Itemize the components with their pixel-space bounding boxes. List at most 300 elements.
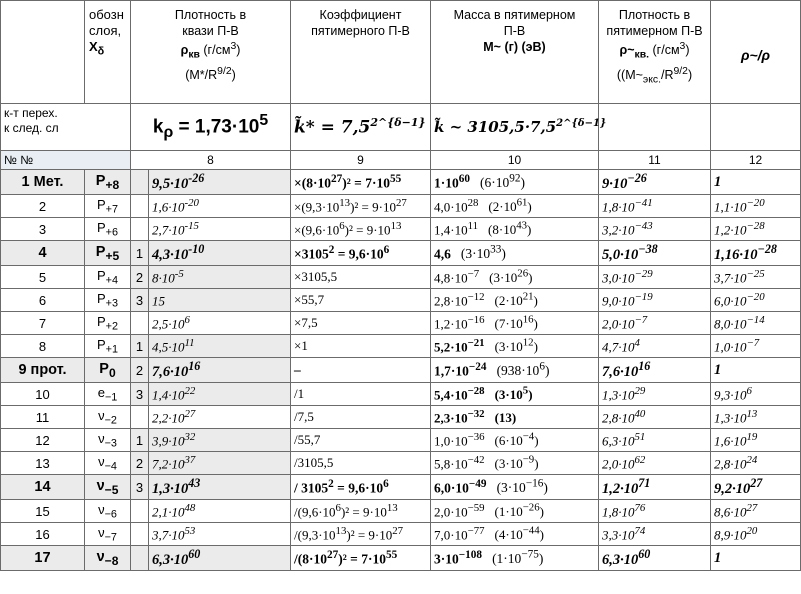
mass-ev-text: (7·10 <box>494 316 523 332</box>
sublevel-index <box>131 383 149 406</box>
coefficient-rest: = 9,6·10 <box>334 246 384 262</box>
layer-symbol <box>85 523 131 546</box>
coefficient-text: /(8·10 <box>294 551 327 567</box>
ratio-mantissa: 1,6·10 <box>714 433 747 449</box>
layer-symbol <box>85 170 131 195</box>
coefficient-row <box>1 104 801 151</box>
mass-ev-exp: −9 <box>522 453 535 466</box>
density-5d-value <box>599 289 711 312</box>
density-quasi-exp: -15 <box>184 219 199 232</box>
mass-ev-text: (1·10 <box>492 551 522 567</box>
density-quasi-mantissa: 7,2·10 <box>152 456 185 472</box>
header-density-rho-sub: кв <box>188 49 200 61</box>
mass-value <box>431 523 599 546</box>
table-body <box>1 1 801 571</box>
mass-value <box>431 170 599 195</box>
coefficient-rest: )² = 7·10 <box>342 175 390 191</box>
ratio-exp: −25 <box>746 267 765 280</box>
row-number-text: 1 Мет. <box>21 174 64 190</box>
mass-grams: 7,0·10 <box>434 527 468 543</box>
mass-ev-exp: −75 <box>521 548 539 561</box>
header-layer-sub: δ <box>97 45 105 58</box>
k-rho-cell <box>131 104 291 151</box>
coefficient-value <box>291 170 431 195</box>
mass-ev-text: (13) <box>494 410 517 426</box>
layer-symbol-sub: −5 <box>104 482 119 497</box>
coefficient-text: – <box>294 362 301 377</box>
density-5d-value <box>599 335 711 358</box>
layer-symbol-text: ν <box>98 453 105 469</box>
mass-ev-exp: −26 <box>522 501 540 514</box>
mass-ev: $(3\cdot 10^{12})$ <box>494 336 538 355</box>
layer-symbol <box>85 335 131 358</box>
layer-symbol <box>85 289 131 312</box>
density-5d-mantissa: 1,3·10 <box>602 387 635 403</box>
density-quasi-exp: 37 <box>184 453 196 466</box>
coefficient-text: ×7,5 <box>294 315 318 330</box>
ratio-value <box>711 335 801 358</box>
density-quasi-value <box>149 241 291 266</box>
mass-ev-exp: −44 <box>522 524 540 537</box>
coef-label-line1: к-т перех. <box>4 106 58 120</box>
mass-grams-exp: −7 <box>467 267 480 280</box>
coefficient-text: /7,5 <box>294 409 314 424</box>
density-quasi-mantissa: 3,9·10 <box>152 433 185 449</box>
coefficient-text: /(9,6·10 <box>294 504 336 520</box>
ratio-exp: 13 <box>746 407 758 420</box>
row-number-text: 15 <box>35 503 50 519</box>
sublevel-index-text: 3 <box>135 386 144 402</box>
coefficient-exp2: 27 <box>392 524 404 537</box>
density-quasi-value <box>149 500 291 523</box>
density-5d-exp: 16 <box>638 359 651 374</box>
density-5d-mantissa: 5,0·10 <box>602 246 639 263</box>
density-5d-mantissa: 2,0·10 <box>602 456 635 472</box>
row-number <box>1 523 85 546</box>
mass-grams-exp: −28 <box>467 384 485 397</box>
density-5d-value <box>599 266 711 289</box>
table-row <box>1 312 801 335</box>
density-5d-exp: 76 <box>634 501 646 514</box>
ratio-exp: −14 <box>746 313 765 326</box>
sublevel-index <box>131 406 149 429</box>
mass-value <box>431 429 599 452</box>
coefficient-exp: 6 <box>339 219 345 232</box>
row-number <box>1 170 85 195</box>
ratio-value <box>711 241 801 266</box>
header-coef-line2: пятимерного П-В <box>311 24 410 38</box>
header-mass-line3: M~ (г) (эВ) <box>483 40 546 54</box>
mass-ev: $(3\cdot 10^{33})$ <box>460 243 506 262</box>
ratio-value <box>711 195 801 218</box>
layer-symbol-sub: +4 <box>105 274 119 287</box>
density-5d-exp: −29 <box>634 267 653 280</box>
coefficient-value <box>291 475 431 500</box>
table-row <box>1 358 801 383</box>
mass-ev: $(2\cdot 10^{21})$ <box>494 290 538 309</box>
table-row <box>1 452 801 475</box>
k-rho-value: = 1,73·10 <box>173 116 260 138</box>
header-density5-formula-sup: 9/2 <box>673 65 688 77</box>
density-5d-exp: 29 <box>634 384 646 397</box>
density-quasi-mantissa: 15 <box>152 293 165 309</box>
layer-symbol-sub: +1 <box>105 343 119 356</box>
layer-symbol-text: ν <box>98 524 105 540</box>
col-number-9-text: 9 <box>357 153 364 167</box>
mass-ev-text: (938·10 <box>496 363 540 379</box>
header-row <box>1 1 801 104</box>
table-row <box>1 546 801 571</box>
density-quasi-mantissa: 4,5·10 <box>152 339 185 355</box>
mass-value <box>431 358 599 383</box>
layer-symbol-text: P <box>95 243 106 260</box>
k-mass-value: k̃ ~ 3105,5·7,5 <box>434 118 557 136</box>
coefficient-text: ×(9,3·10 <box>294 199 340 215</box>
sublevel-index <box>131 335 149 358</box>
coefficient-text: ×3105,5 <box>294 269 338 284</box>
coefficient-exp: 13 <box>339 196 351 209</box>
density-quasi-mantissa: 8·10 <box>152 270 175 286</box>
coefficient-rest: )² = 9·10 <box>344 222 391 238</box>
density-5d-exp: 62 <box>634 453 646 466</box>
mass-grams-exp: −21 <box>467 336 485 349</box>
layer-symbol-sub: −8 <box>104 553 119 568</box>
layer-symbol <box>85 383 131 406</box>
row-number <box>1 475 85 500</box>
mass-ev: $(3\cdot 10^{-9})$ <box>494 453 539 472</box>
layer-symbol-text: P <box>96 267 106 283</box>
ratio-mantissa: 3,7·10 <box>714 270 747 286</box>
header-density5-rho-sub: кв. <box>634 49 650 61</box>
coefficient-text: /3105,5 <box>294 455 334 470</box>
coefficient-value <box>291 312 431 335</box>
ratio-mantissa: 1 <box>714 549 722 566</box>
sublevel-index <box>131 266 149 289</box>
header-blank <box>1 1 85 104</box>
mass-value <box>431 218 599 241</box>
header-mass <box>431 1 599 104</box>
layer-symbol-sub: −3 <box>104 437 117 450</box>
mass-grams: 2,0·10 <box>434 504 468 520</box>
layer-symbol <box>85 452 131 475</box>
mass-ev: $(3\cdot 10^{-16})$ <box>496 477 548 496</box>
header-ratio-label: ρ~/ρ <box>740 47 771 63</box>
coefficient-text: ×(8·10 <box>294 175 331 191</box>
ratio-mantissa: 1 <box>714 173 722 190</box>
sublevel-index <box>131 358 149 383</box>
density-5d-value <box>599 241 711 266</box>
mass-ev: $(1\cdot 10^{-75})$ <box>492 548 544 567</box>
density-quasi-mantissa: 1,6·10 <box>152 199 185 215</box>
col-number-9 <box>291 151 431 170</box>
coefficient-value <box>291 266 431 289</box>
header-layer-line2: слоя, <box>89 23 122 38</box>
density-quasi-value <box>149 170 291 195</box>
layer-symbol-text: P <box>99 360 109 377</box>
coefficient-value <box>291 289 431 312</box>
row-number-text: 16 <box>35 526 50 542</box>
ratio-exp: 20 <box>746 524 758 537</box>
col-number-8 <box>131 151 291 170</box>
density-5d-mantissa: 2,0·10 <box>602 316 635 332</box>
col-number-10 <box>431 151 599 170</box>
layer-symbol-sub: −1 <box>104 391 118 404</box>
sublevel-index-text: 2 <box>135 362 144 378</box>
column-number-row <box>1 151 801 170</box>
ratio-value <box>711 312 801 335</box>
ratio-exp: 24 <box>746 453 758 466</box>
coefficient-exp: 27 <box>327 548 339 561</box>
mass-ev: $(2\cdot 10^{61})$ <box>488 196 532 215</box>
ratio-exp: −7 <box>746 336 760 349</box>
header-density5-rho: ρ~ <box>619 43 635 58</box>
mass-grams: 1,7·10 <box>434 363 469 379</box>
sublevel-index-text: 1 <box>135 245 144 261</box>
mass-grams-exp: −12 <box>467 290 485 303</box>
density-quasi-value <box>149 335 291 358</box>
mass-ev-exp: 6 <box>539 360 545 373</box>
row-number <box>1 452 85 475</box>
mass-grams: 3·10 <box>434 551 459 567</box>
header-density5-unit: (г/см <box>649 43 680 58</box>
ratio-mantissa: 1,3·10 <box>714 410 747 426</box>
col-number-10-text: 10 <box>507 153 522 167</box>
ratio-value <box>711 406 801 429</box>
mass-grams: 5,4·10 <box>434 387 468 403</box>
ratio-mantissa: 1,1·10 <box>714 199 747 215</box>
ratio-value <box>711 266 801 289</box>
coefficient-exp2: 13 <box>390 219 402 232</box>
header-density5-formula-sub: экс. <box>642 74 661 86</box>
row-number <box>1 546 85 571</box>
density-quasi-exp: 11 <box>184 336 195 349</box>
layer-symbol-text: P <box>95 172 106 189</box>
layer-symbol-sub: +3 <box>105 297 119 310</box>
density-quasi-mantissa: 2,1·10 <box>152 504 185 520</box>
layer-symbol <box>85 195 131 218</box>
density-5d-exp: −19 <box>634 290 653 303</box>
layer-symbol <box>85 406 131 429</box>
density-quasi-mantissa: 3,7·10 <box>152 527 185 543</box>
mass-ev-text: (1·10 <box>494 504 523 520</box>
ratio-mantissa: 2,8·10 <box>714 456 747 472</box>
sublevel-index-text: 3 <box>135 479 144 495</box>
layer-symbol-text: ν <box>98 501 105 517</box>
layer-symbol <box>85 312 131 335</box>
row-number <box>1 383 85 406</box>
coefficient-text: /1 <box>294 386 305 401</box>
mass-value <box>431 500 599 523</box>
ratio-mantissa: 8,0·10 <box>714 316 747 332</box>
k-mass-cell <box>431 104 607 151</box>
density-5d-mantissa: 9,0·10 <box>602 293 635 309</box>
table-row <box>1 218 801 241</box>
mass-ev-text: (4·10 <box>494 527 523 543</box>
density-5d-value <box>599 475 711 500</box>
row-number <box>1 429 85 452</box>
mass-grams-exp: −108 <box>458 548 483 561</box>
row-number <box>1 218 85 241</box>
coefficient-text: / 3105 <box>294 480 329 496</box>
ratio-mantissa: 9,3·10 <box>714 387 747 403</box>
density-quasi-mantissa: 2,5·10 <box>152 316 185 332</box>
header-density5-unit-sup: 3 <box>679 41 686 52</box>
mass-grams-exp: 11 <box>467 219 479 232</box>
row-number <box>1 406 85 429</box>
mass-ev-exp: −4 <box>522 430 535 443</box>
density-5d-exp: 60 <box>638 547 651 562</box>
coefficient-text: /(9,3·10 <box>294 527 336 543</box>
row-number-text: 3 <box>38 221 47 237</box>
ratio-mantissa: 1,16·10 <box>714 246 758 263</box>
header-density-quasi: Плотность в квази П-В $\rho_{кв}$ $(г/см^3)$ $(M*/R^{9/2})$ <box>131 1 291 104</box>
mass-ev-exp: 5 <box>522 384 529 397</box>
ratio-value <box>711 289 801 312</box>
mass-grams-exp: −42 <box>467 453 485 466</box>
density-quasi-exp: 53 <box>184 524 196 537</box>
mass-ev-text: (3·10 <box>494 387 523 403</box>
layer-symbol <box>85 358 131 383</box>
density-5d-exp: −43 <box>634 219 653 232</box>
mass-grams-exp: −32 <box>467 407 485 420</box>
header-density5-formula-rest: /R <box>660 67 674 82</box>
density-5d-mantissa: 6,3·10 <box>602 551 639 568</box>
sublevel-index <box>131 218 149 241</box>
density-quasi-exp: -20 <box>184 196 199 209</box>
density-5d-value <box>599 406 711 429</box>
sublevel-index <box>131 500 149 523</box>
coefficient-value <box>291 241 431 266</box>
row-number-text: 6 <box>38 292 47 308</box>
coefficient-exp2: 55 <box>386 548 398 561</box>
coefficient-text: ×(9,6·10 <box>294 222 340 238</box>
density-quasi-mantissa: 7,6·10 <box>152 363 189 380</box>
layer-symbol-sub: −2 <box>104 414 117 427</box>
coefficient-exp2: 27 <box>395 196 407 209</box>
sublevel-index <box>131 241 149 266</box>
k-rho-sub: ρ <box>163 124 174 142</box>
layer-symbol <box>85 241 131 266</box>
coef-blank-11 <box>599 104 711 151</box>
density-quasi-exp: 22 <box>184 384 196 397</box>
ratio-exp: 6 <box>746 384 752 397</box>
density-5d-exp: 71 <box>638 476 651 491</box>
coef-label <box>1 104 131 151</box>
ratio-exp: −28 <box>757 242 777 257</box>
ratio-value <box>711 523 801 546</box>
mass-ev-text: (6·10 <box>480 175 510 191</box>
mass-ev: $(4\cdot 10^{-44})$ <box>494 524 544 543</box>
coefficient-value <box>291 500 431 523</box>
header-density-rho: ρ <box>180 43 189 58</box>
mass-grams: 2,8·10 <box>434 293 468 309</box>
layer-symbol-sub: +2 <box>105 320 119 333</box>
mass-value <box>431 195 599 218</box>
layer-symbol <box>85 429 131 452</box>
mass-ev <box>485 410 517 425</box>
col-number-11 <box>599 151 711 170</box>
mass-ev: $(3\cdot 10^{26})$ <box>489 267 533 286</box>
k-mass-exp: 2^{δ−1} <box>556 118 607 129</box>
mass-value <box>431 335 599 358</box>
layer-symbol-text: P <box>96 219 106 235</box>
layer-symbol-sub: 0 <box>108 365 116 380</box>
col-number-12 <box>711 151 801 170</box>
table-row <box>1 335 801 358</box>
mass-ev-exp: 61 <box>516 196 528 209</box>
mass-value <box>431 546 599 571</box>
row-number-text: 2 <box>38 198 47 214</box>
mass-ev-text: (3·10 <box>489 270 518 286</box>
row-number-text: 14 <box>34 479 51 495</box>
ratio-value <box>711 383 801 406</box>
row-number <box>1 358 85 383</box>
col-number-12-text: 12 <box>748 153 763 167</box>
density-5d-exp: −38 <box>638 242 658 257</box>
density-quasi-exp: 27 <box>184 407 196 420</box>
coefficient-exp2: 55 <box>389 172 402 185</box>
coefficient-text: ×3105 <box>294 246 329 262</box>
density-5d-mantissa: 3,0·10 <box>602 270 635 286</box>
mass-grams-exp: −49 <box>468 477 487 490</box>
coefficient-value <box>291 429 431 452</box>
row-number <box>1 312 85 335</box>
ratio-value <box>711 429 801 452</box>
ratio-mantissa: 1 <box>714 361 722 378</box>
density-5d-exp: −7 <box>634 313 648 326</box>
ratio-value <box>711 546 801 571</box>
coefficient-rest: )² = 7·10 <box>338 551 386 567</box>
density-5d-mantissa: 9·10 <box>602 175 628 192</box>
mass-grams: 1·10 <box>434 175 459 191</box>
density-5d-value <box>599 452 711 475</box>
coefficient-value <box>291 523 431 546</box>
mass-ev-text: (3·10 <box>496 480 526 496</box>
coefficient-text: ×55,7 <box>294 292 325 307</box>
header-coefficient <box>291 1 431 104</box>
density-quasi-exp: 60 <box>188 547 201 562</box>
header-mass-line2: П-В <box>503 24 526 38</box>
ratio-value <box>711 218 801 241</box>
row-number <box>1 289 85 312</box>
table-row <box>1 523 801 546</box>
density-5d-mantissa: 2,8·10 <box>602 410 635 426</box>
mass-grams: 5,2·10 <box>434 339 468 355</box>
mass-value <box>431 475 599 500</box>
density-5d-mantissa: 1,8·10 <box>602 504 635 520</box>
header-density-unit: (г/см <box>199 43 231 58</box>
density-quasi-exp: 32 <box>184 430 196 443</box>
density-5d-value <box>599 358 711 383</box>
mass-value <box>431 383 599 406</box>
mass-ev-exp: 33 <box>490 243 502 256</box>
mass-ev: $(938\cdot 10^6)$ <box>496 360 550 379</box>
mass-value <box>431 452 599 475</box>
coefficient-exp: 2 <box>328 477 334 490</box>
density-quasi-value <box>149 289 291 312</box>
table-row <box>1 170 801 195</box>
row-number <box>1 335 85 358</box>
table-row <box>1 429 801 452</box>
mass-grams-exp: −77 <box>467 524 485 537</box>
coefficient-rest: )² = 9·10 <box>350 199 396 215</box>
density-5d-value <box>599 312 711 335</box>
sublevel-index <box>131 475 149 500</box>
coefficient-rest: )² = 9·10 <box>346 527 393 543</box>
sublevel-index-text: 2 <box>135 269 144 285</box>
mass-grams: 5,8·10 <box>434 456 468 472</box>
coefficient-value <box>291 546 431 571</box>
